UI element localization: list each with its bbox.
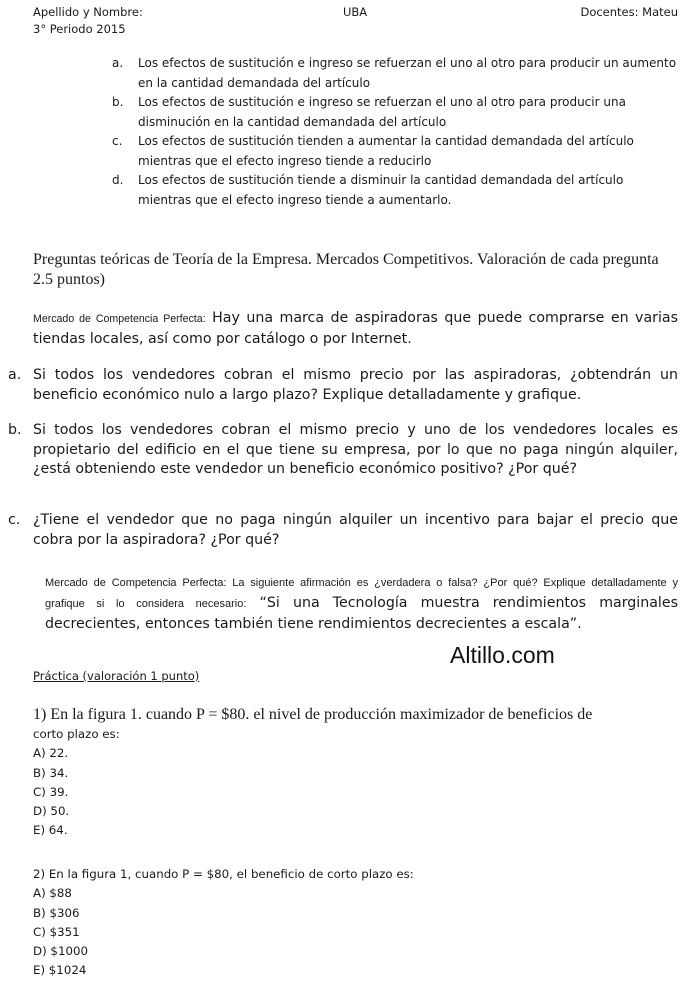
practice1-option-d: D) 50. [33,804,70,819]
item-label: b. [8,422,22,438]
header-teachers: Docentes: Mateu [580,5,678,19]
question1-item-c [8,511,678,550]
question1-item-a [8,366,678,405]
practica-title: Práctica (valoración 1 punto) [33,669,200,683]
item-label: a. [8,367,22,383]
top-option-d [112,171,677,210]
section-title: Preguntas teóricas de Teoría de la Empresa. Mercados Competitivos. Valoración de cada pregunta 2.5 puntos) [33,251,659,288]
practice-question-1 [33,705,678,841]
header-name-label: Apellido y Nombre: [33,5,143,19]
header-period: 3° Periodo 2015 [33,22,126,36]
practice1-stem: 1) En la figura 1. cuando P = $80. el nivel de producción maximizador de beneficios de [33,706,593,723]
item-text: Si todos los vendedores cobran el mismo precio y uno de los vendedores locales es propietario del edificio en el que tiene su empresa, por lo que no paga ningún alquiler, ¿está obteniendo este vendedor un beneficio económico positivo? ¿Por qué? [33,422,678,477]
option-text: Los efectos de sustitución tienden a aumentar la cantidad demandada del artículo mientras que el efecto ingreso tiende a reducirlo [138,134,634,168]
practice2-option-c: C) $351 [33,924,80,939]
top-option-b [112,93,677,132]
practice2-stem: 2) En la figura 1, cuando P = $80, el beneficio de corto plazo es: [33,867,414,881]
practice2-option-a: A) $88 [33,886,72,901]
item-label: c. [8,512,21,528]
question2 [45,572,678,634]
top-option-list [112,54,677,210]
practice1-option-b: B) 34. [33,765,69,780]
question1-intro [33,309,678,349]
practice1-option-a: A) 22. [33,746,69,761]
practice2-option-e: E) $1024 [33,963,87,978]
option-text: Los efectos de sustitución tiende a disminuir la cantidad demandada del artículo mientras que el efecto ingreso tiende a aumentarlo. [138,173,624,207]
question2-quote: “Si una Tecnología muestra rendimientos marginales decrecientes, entonces también tiene rendimientos decrecientes a escala”. [45,595,678,632]
practice1-stem-cont: corto plazo es: [33,727,120,741]
item-text: Si todos los vendedores cobran el mismo precio por las aspiradoras, ¿obtendrán un beneficio económico nulo a largo plazo? Explique detalladamente y grafique. [33,367,678,403]
option-label: d. [112,173,124,187]
question1-prefix: Mercado de Competencia Perfecta: [33,313,206,325]
header-university: UBA [343,5,368,19]
practice1-option-c: C) 39. [33,784,69,799]
watermark: Altillo.com [450,642,555,668]
option-label: a. [112,56,124,70]
practice2-option-b: B) $306 [33,905,80,920]
top-option-a [112,54,677,93]
practice-question-2 [33,865,678,981]
practice2-option-d: D) $1000 [33,944,88,959]
option-label: b. [112,95,124,109]
item-text: ¿Tiene el vendedor que no paga ningún alquiler un incentivo para bajar el precio que cobra por la aspiradora? ¿Por qué? [33,512,678,548]
question1-text: Hay una marca de aspiradoras que puede comprarse en varias tiendas locales, así como por catálogo o por Internet. [33,310,678,347]
option-text: Los efectos de sustitución e ingreso se refuerzan el uno al otro para producir una disminución en la cantidad demandada del artículo [138,95,626,129]
option-text: Los efectos de sustitución e ingreso se refuerzan el uno al otro para producir un aumento en la cantidad demandada del artículo [138,56,677,90]
option-label: c. [112,134,123,148]
practice1-option-e: E) 64. [33,823,68,838]
top-option-c [112,132,677,171]
header-left [33,4,143,38]
question1-item-b [8,421,678,480]
question2-prefix: Mercado de Competencia Perfecta: La siguiente afirmación es ¿verdadera o falsa? ¿Por qué? Explique detalladamente y grafique si lo considera necesario: [45,577,678,610]
